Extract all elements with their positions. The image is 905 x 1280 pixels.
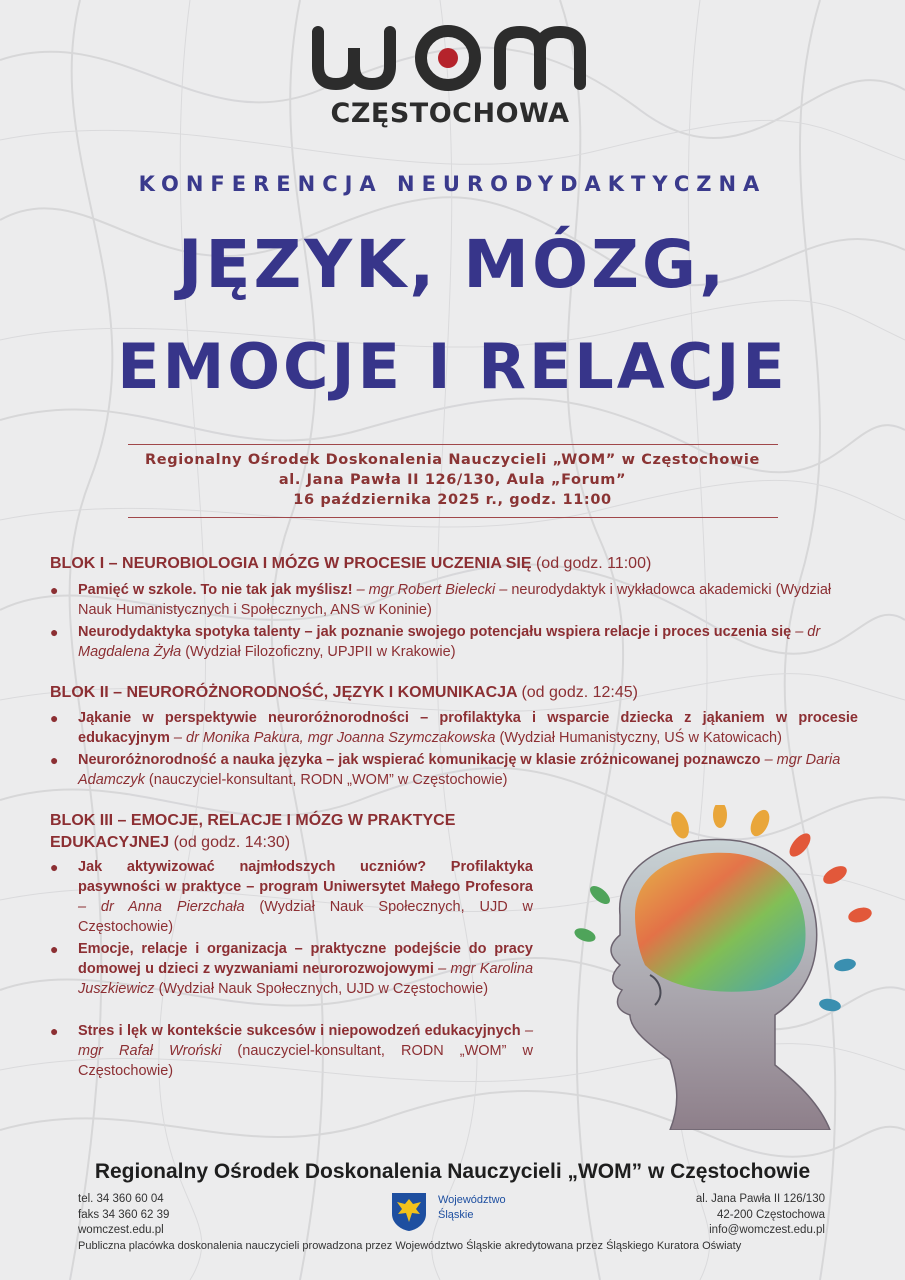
footer-address	[696, 1192, 825, 1239]
footer-city: 42-200 Częstochowa	[716, 1208, 825, 1221]
silesian-eagle-icon	[388, 1190, 430, 1232]
item-affiliation: (nauczyciel-konsultant, RODN „WOM” w Częstochowie)	[78, 1043, 533, 1079]
item-speaker: – dr Monika Pakura, mgr Joanna Szymczakowska	[173, 730, 496, 746]
list-item	[50, 580, 860, 620]
wom-logo-mark	[300, 18, 600, 98]
item-speaker: – mgr Rafał Wroński	[78, 1023, 534, 1059]
item-topic: Stres i lęk w kontekście sukcesów i niepowodzeń edukacyjnych	[78, 1023, 521, 1039]
footer-street: al. Jana Pawła II 126/130	[695, 1193, 825, 1205]
list-item	[50, 750, 860, 790]
bullet-dot-icon: ●	[50, 1023, 59, 1039]
footer-fax: faks 34 360 62 39	[78, 1208, 170, 1221]
title-line-2: EMOCJE I RELACJE	[117, 330, 788, 403]
divider-bottom	[128, 517, 778, 518]
venue-address: al. Jana Pawła II 126/130, Aula „Forum”	[278, 472, 627, 488]
voivodeship-line-1: Województwo	[438, 1194, 506, 1206]
item-affiliation: (Wydział Filozoficzny, UPJPII w Krakowie)	[185, 644, 456, 660]
footer-email-link[interactable]: info@womczest.edu.pl	[709, 1224, 825, 1236]
item-topic: Jąkanie w perspektywie neuroróżnorodności – profilaktyka i wsparcie dziecka z jąkaniem w procesie edukacyjnym	[78, 710, 858, 746]
bullet-dot-icon: ●	[50, 582, 59, 598]
footer-contact	[78, 1192, 169, 1239]
colorful-brain-head-illustration	[560, 805, 880, 1130]
item-topic: Jak aktywizować najmłodszych uczniów? Profilaktyka pasywności w praktyce – program Uniwersytet Małego Profesora	[78, 859, 533, 895]
list-item	[50, 1021, 535, 1081]
voivodeship-line-2: Śląskie	[438, 1209, 474, 1221]
item-speaker: – mgr Robert Bielecki –	[356, 582, 508, 598]
block-3-title-line-2: EDUKACYJNEJ	[50, 834, 170, 851]
item-role: neurodydaktyk i wykładowca akademicki	[511, 582, 772, 598]
block-1-time: (od godz. 11:00)	[535, 555, 652, 572]
conference-label: KONFERENCJA NEURODYDAKTYCZNA	[138, 172, 767, 196]
block-3-title-line-1: BLOK III – EMOCJE, RELACJE I MÓZG W PRAKTYCE	[50, 812, 456, 829]
block-2-title: BLOK II – NEURORÓŻNORODNOŚĆ, JĘZYK I KOMUNIKACJA	[50, 684, 517, 701]
venue-date: 16 października 2025 r., godz. 11:00	[293, 492, 612, 508]
item-topic: Neuroróżnorodność a nauka języka – jak wspierać komunikację w klasie zróżnicowanej poznawczo	[78, 752, 761, 768]
block-1-title: BLOK I – NEUROBIOLOGIA I MÓZG W PROCESIE UCZENIA SIĘ	[50, 555, 532, 572]
venue-name: Regionalny Ośrodek Doskonalenia Nauczycieli „WOM” w Częstochowie	[145, 452, 760, 468]
wom-logo	[300, 18, 600, 138]
footer-website-link[interactable]: womczest.edu.pl	[78, 1224, 164, 1236]
list-item	[50, 939, 535, 1019]
footer-phone: tel. 34 360 60 04	[78, 1193, 164, 1205]
bullet-dot-icon: ●	[50, 941, 59, 957]
bullet-dot-icon: ●	[50, 710, 59, 726]
item-affiliation: (Wydział Humanistyczny, UŚ w Katowicach)	[499, 730, 782, 746]
voivodeship-label	[438, 1193, 506, 1223]
item-topic: Pamięć w szkole. To nie tak jak myślisz!	[78, 582, 353, 598]
item-affiliation: (Wydział Nauk Humanistycznych i Społecznych, ANS w Koninie)	[78, 582, 832, 618]
item-topic: Emocje, relacje i organizacja – praktyczne podejście do pracy domowej u dzieci z wyzwaniami neurorozwojowymi	[78, 941, 533, 977]
footer-title: Regionalny Ośrodek Doskonalenia Nauczycieli „WOM” w Częstochowie	[94, 1160, 811, 1183]
item-speaker: – dr Anna Pierzchała	[78, 899, 245, 915]
bullet-dot-icon: ●	[50, 859, 59, 875]
item-affiliation: (nauczyciel-konsultant, RODN „WOM” w Częstochowie)	[148, 772, 508, 788]
list-item	[50, 857, 535, 937]
footer-note: Publiczna placówka doskonalenia nauczycieli prowadzona przez Województwo Śląskie akredytowana przez Śląskiego Kuratora Oświaty	[78, 1240, 742, 1252]
divider-top	[128, 444, 778, 445]
block-2-heading	[50, 684, 638, 702]
list-item	[50, 622, 860, 662]
title-line-1: JĘZYK, MÓZG,	[177, 226, 728, 303]
block-3-time: (od godz. 14:30)	[173, 834, 291, 851]
item-speaker: – dr Magdalena Żyła	[78, 624, 821, 660]
bullet-dot-icon: ●	[50, 624, 59, 640]
list-item	[50, 708, 860, 748]
item-speaker: – mgr Daria Adamczyk	[78, 752, 841, 788]
block-1-heading	[50, 555, 651, 573]
item-topic: Neurodydaktyka spotyka talenty – jak poznanie swojego potencjału wspiera relacje i proces uczenia się	[78, 624, 792, 640]
venue-info	[0, 450, 905, 510]
bullet-dot-icon: ●	[50, 752, 59, 768]
item-speaker: – mgr Karolina Juszkiewicz	[78, 961, 534, 997]
block-3-heading	[50, 810, 540, 854]
item-affiliation: (Wydział Nauk Społecznych, UJD w Częstochowie)	[158, 981, 489, 997]
logo-city-name: CZĘSTOCHOWA	[330, 98, 570, 129]
block-2-time: (od godz. 12:45)	[521, 684, 638, 701]
item-affiliation: (Wydział Nauk Społecznych, UJD w Częstochowie)	[78, 899, 533, 935]
